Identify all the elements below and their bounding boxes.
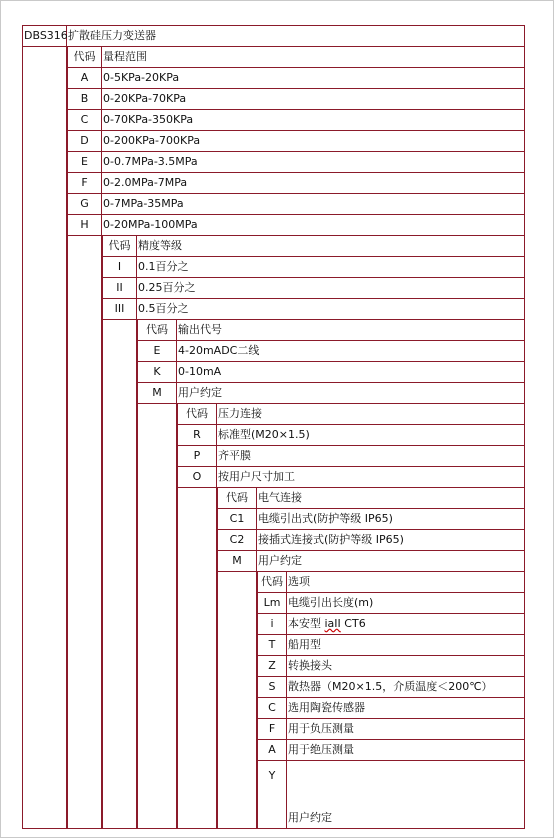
option-label: 0-0.7MPa-3.5MPa [103, 155, 198, 168]
option-label: 选用陶瓷传感器 [288, 701, 365, 714]
range-column-header: 量程范围 [103, 50, 147, 63]
accuracy-column-header: 精度等级 [138, 239, 182, 252]
option-label: 转换接头 [288, 659, 332, 672]
option-code: C1 [229, 512, 245, 525]
option-label: 用于负压测量 [288, 722, 354, 735]
product-model-code: DBS316 [24, 29, 68, 42]
option-code: III [114, 302, 125, 315]
code-column-header: 代码 [186, 407, 208, 420]
option-label: 用于绝压测量 [288, 743, 354, 756]
option-label: 0-200KPa-700KPa [103, 134, 201, 147]
option-code: F [268, 722, 276, 735]
option-code: M [152, 386, 162, 399]
option-label: 电缆引出长度(m) [288, 596, 374, 609]
option-label: 0-20MPa-100MPa [103, 218, 198, 231]
option-label: 用户约定 [178, 386, 222, 399]
option-label: 0.1百分之 [138, 260, 189, 273]
option-label: 用户约定 [288, 811, 332, 824]
option-label: 0-5KPa-20KPa [103, 71, 180, 84]
spine-column-0 [22, 46, 67, 829]
option-code: II [116, 281, 123, 294]
option-code: O [192, 470, 202, 483]
option-code: E [81, 155, 88, 168]
option-label: 0-20KPa-70KPa [103, 92, 187, 105]
pressure-connection-column-header: 压力连接 [218, 407, 262, 420]
option-code: C2 [229, 533, 245, 546]
option-code: i [270, 617, 274, 630]
option-label: 接插式连接式(防护等级 IP65) [258, 533, 404, 546]
option-code: Y [268, 769, 276, 782]
spine-column-2 [102, 319, 137, 829]
option-label: 齐平膜 [218, 449, 251, 462]
option-code: M [232, 554, 242, 567]
option-label: 0-2.0MPa-7MPa [103, 176, 188, 189]
option-code: R [193, 428, 201, 441]
product-name: 扩散硅压力变送器 [68, 29, 156, 42]
option-code: K [153, 365, 161, 378]
option-label: 电缆引出式(防护等级 IP65) [258, 512, 393, 525]
option-code: D [80, 134, 89, 147]
option-label-suffix: CT6 [340, 617, 366, 630]
output-column-header: 输出代号 [178, 323, 222, 336]
option-label: 船用型 [288, 638, 321, 651]
option-label: 0.5百分之 [138, 302, 189, 315]
code-column-header: 代码 [73, 50, 96, 63]
option-label: 散热器（M20×1.5，介质温度＜200℃） [288, 680, 493, 693]
options-column-header: 选项 [288, 575, 310, 588]
code-column-header: 代码 [146, 323, 168, 336]
option-code: A [268, 743, 276, 756]
option-label: 标准型(M20×1.5) [218, 428, 310, 441]
spine-column-3 [137, 403, 177, 829]
option-code: E [153, 344, 161, 357]
spine-column-4 [177, 487, 217, 829]
option-label: 0-7MPa-35MPa [103, 197, 184, 210]
option-label: 0-10mA [178, 365, 222, 378]
option-code: P [193, 449, 201, 462]
option-code: B [80, 92, 89, 105]
option-code: Z [268, 659, 276, 672]
code-column-header: 代码 [261, 575, 283, 588]
option-code: S [268, 680, 276, 693]
option-code: T [268, 638, 276, 651]
option-label: 4-20mADC二线 [178, 344, 260, 357]
electrical-connection-column-header: 电气连接 [258, 491, 302, 504]
option-label-marked: iaII [324, 617, 341, 630]
code-column-header: 代码 [108, 239, 131, 252]
option-code: G [80, 197, 89, 210]
option-label [288, 617, 366, 631]
option-code: C [80, 113, 89, 126]
option-label: 0.25百分之 [138, 281, 196, 294]
option-label: 0-70KPa-350KPa [103, 113, 194, 126]
option-code: I [117, 260, 122, 273]
option-label: 用户约定 [258, 554, 302, 567]
spine-column-5 [217, 571, 257, 829]
option-code: C [268, 701, 276, 714]
spine-column-1 [67, 235, 102, 829]
option-label-prefix: 本安型 [288, 617, 325, 630]
option-code: A [80, 71, 89, 84]
option-code: Lm [263, 596, 281, 609]
code-column-header: 代码 [226, 491, 248, 504]
option-code: H [80, 218, 89, 231]
option-label: 按用户尺寸加工 [218, 470, 295, 483]
option-code: F [81, 176, 88, 189]
